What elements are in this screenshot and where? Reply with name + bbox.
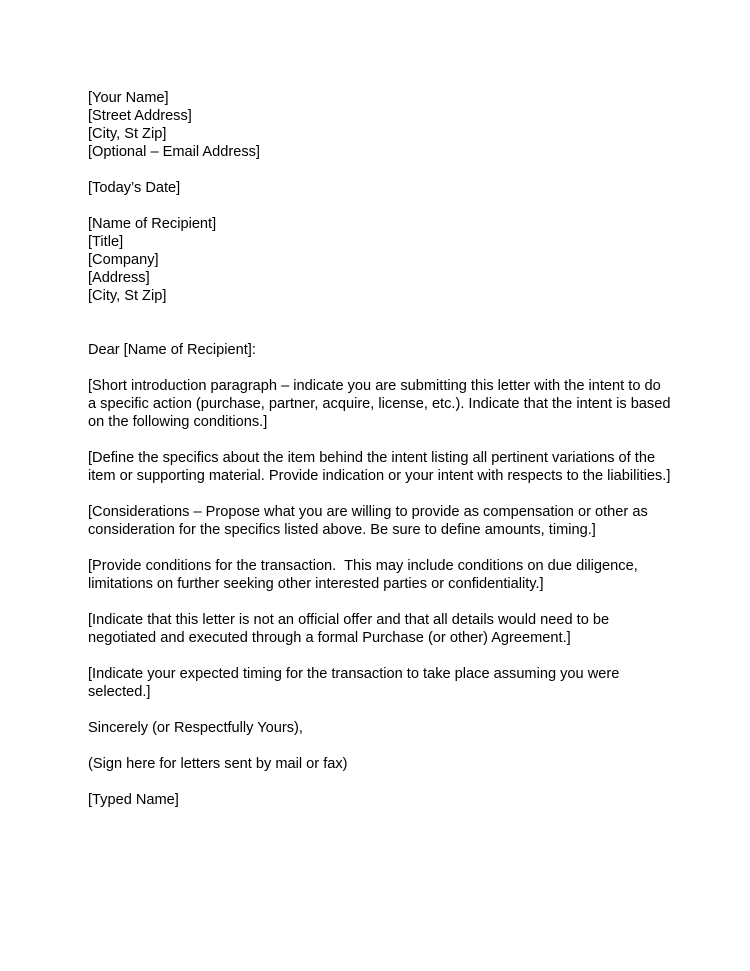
timing-line: [Indicate your expected timing for the transaction to take place assuming you were: [88, 666, 620, 682]
letter-date: [Today’s Date]: [88, 180, 181, 196]
signature-note-text: (Sign here for letters sent by mail or fax): [88, 756, 348, 772]
sender-name: [Your Name]: [88, 90, 169, 106]
sender-email: [Optional – Email Address]: [88, 144, 260, 160]
date-block: [88, 179, 688, 197]
typed-name-text: [Typed Name]: [88, 792, 179, 808]
sender-address-block: [88, 89, 688, 161]
timing-line: selected.]: [88, 684, 151, 700]
recipient-city: [City, St Zip]: [88, 288, 167, 304]
paragraph-timing: [88, 665, 688, 701]
sender-city: [City, St Zip]: [88, 126, 167, 142]
conditions-line: [Provide conditions for the transaction. This may include conditions on due diligence,: [88, 558, 638, 574]
salutation: [88, 341, 688, 359]
introduction-line: on the following conditions.]: [88, 414, 268, 430]
closing-text: Sincerely (or Respectfully Yours),: [88, 720, 303, 736]
letter: [88, 89, 688, 809]
signature-note: [88, 755, 688, 773]
paragraph-specifics: [88, 449, 688, 485]
paragraph-introduction: [88, 377, 688, 431]
introduction-line: a specific action (purchase, partner, acquire, license, etc.). Indicate that the intent is based: [88, 396, 671, 412]
considerations-line: [Considerations – Propose what you are willing to provide as compensation or other as: [88, 504, 648, 520]
considerations-line: consideration for the specifics listed above. Be sure to define amounts, timing.]: [88, 522, 596, 538]
specifics-line: item or supporting material. Provide indication or your intent with respects to the liabilities.]: [88, 468, 671, 484]
recipient-title: [Title]: [88, 234, 124, 250]
sender-street: [Street Address]: [88, 108, 192, 124]
not-offer-line: negotiated and executed through a formal Purchase (or other) Agreement.]: [88, 630, 571, 646]
recipient-address-block: [88, 215, 688, 305]
introduction-line: [Short introduction paragraph – indicate you are submitting this letter with the intent to do: [88, 378, 661, 394]
salutation-text: Dear [Name of Recipient]:: [88, 342, 256, 358]
specifics-line: [Define the specifics about the item behind the intent listing all pertinent variations of the: [88, 450, 656, 466]
paragraph-conditions: [88, 557, 688, 593]
typed-name: [88, 791, 688, 809]
conditions-line: limitations on further seeking other interested parties or confidentiality.]: [88, 576, 544, 592]
closing: [88, 719, 688, 737]
recipient-name: [Name of Recipient]: [88, 216, 217, 232]
paragraph-considerations: [88, 503, 688, 539]
recipient-company: [Company]: [88, 252, 159, 268]
paragraph-not-offer: [88, 611, 688, 647]
not-offer-line: [Indicate that this letter is not an official offer and that all details would need to be: [88, 612, 610, 628]
recipient-address: [Address]: [88, 270, 150, 286]
